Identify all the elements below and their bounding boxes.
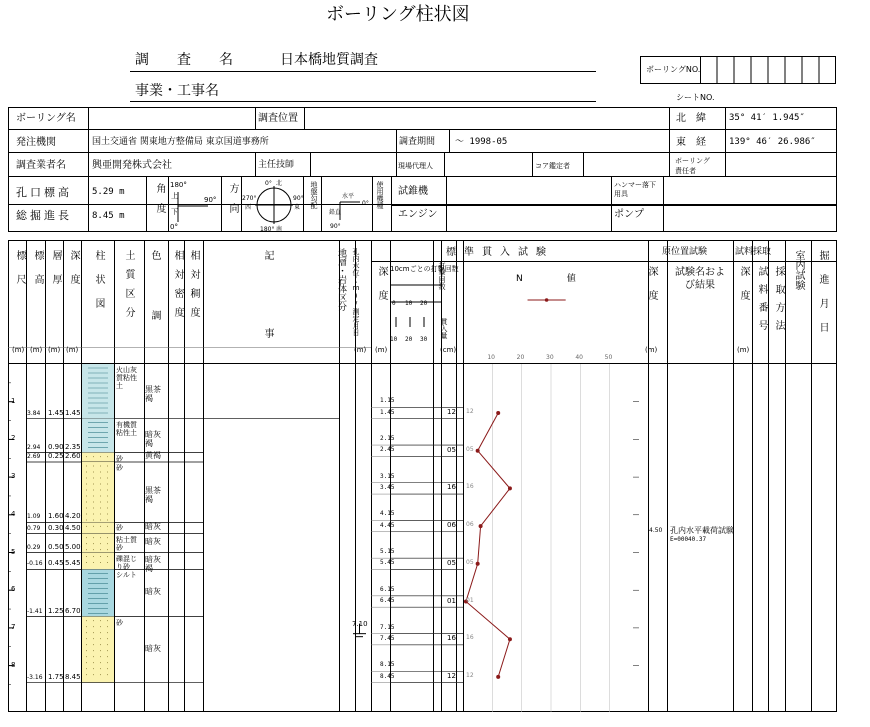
layer-thickness: 1.60 bbox=[48, 512, 64, 521]
hammer-label: ハンマー落下用具 bbox=[614, 181, 656, 198]
angle-mark-down: 下 bbox=[171, 208, 178, 216]
unit-label: (m) bbox=[375, 346, 388, 354]
col-blows-label: 打撃回数 bbox=[438, 262, 446, 290]
spt-depth-value: 1.45 bbox=[380, 408, 395, 416]
total-label: 総掘進長 bbox=[16, 209, 72, 222]
layer-elev: 0.29 bbox=[27, 543, 41, 551]
col-sample-depth-label: 深度 bbox=[738, 266, 749, 314]
machine-label: 使用機種 bbox=[376, 181, 384, 209]
elev-label: 孔口標高 bbox=[16, 186, 72, 199]
scale-tick-label: 8 bbox=[11, 660, 16, 669]
boring-no-label: ボーリングNO. bbox=[646, 65, 701, 74]
angle-label: 角度 bbox=[154, 183, 165, 223]
n-value-point bbox=[496, 675, 500, 679]
unit-label: (m) bbox=[737, 346, 750, 354]
layer-thickness: 0.30 bbox=[48, 523, 64, 532]
client-label: 発注機関 bbox=[16, 137, 56, 148]
blow-tick-bottom: 10 bbox=[390, 336, 398, 343]
n-value-label-chart: 05 bbox=[466, 558, 474, 566]
layer-soil: 有機質粘性土 bbox=[116, 420, 137, 437]
col-thick-label: 層厚 bbox=[50, 250, 61, 298]
col-color-label: 色調 bbox=[149, 250, 160, 370]
unit-label: (cm) bbox=[440, 346, 457, 354]
spt-depth-value: 2.45 bbox=[380, 446, 395, 454]
chief-label: 主任技師 bbox=[258, 160, 295, 170]
blow-tick-bottom: 20 bbox=[405, 336, 413, 343]
n-value-label: 12 bbox=[447, 408, 456, 416]
layer-color: 暗灰褐 bbox=[145, 554, 161, 573]
layer-thickness: 0.90 bbox=[48, 442, 64, 451]
angle-mark-90: 90° bbox=[204, 196, 217, 204]
col-insitu-depth-label: 深度 bbox=[646, 266, 657, 314]
compass-mark-180: 180° bbox=[260, 226, 275, 232]
col-soil-label: 土質区分 bbox=[123, 250, 134, 326]
layer-color: 暗灰 bbox=[145, 521, 161, 531]
total-value: 8.45 m bbox=[92, 211, 125, 221]
compass-mark-w: 西 bbox=[245, 204, 252, 211]
spt-depth-value: 4.45 bbox=[380, 521, 395, 529]
scale-tick-label: 3 bbox=[11, 472, 16, 481]
period-label: 調査期間 bbox=[399, 137, 436, 147]
col-column-label: 柱状図 bbox=[93, 250, 104, 322]
scale-tick-label: 2 bbox=[11, 434, 16, 443]
scale-tick-label: 1 bbox=[11, 396, 16, 405]
contractor-label: 調査業者名 bbox=[16, 160, 66, 171]
header-midline-right bbox=[8, 0, 837, 232]
col-blows10-label: 10cmごとの打撃回数 bbox=[390, 265, 459, 273]
layer-column-fill bbox=[82, 462, 114, 522]
col-elev-label: 標尺 bbox=[14, 250, 25, 298]
compass-mark-e: 東 bbox=[294, 204, 301, 211]
east-label: 東 経 bbox=[676, 137, 706, 148]
boring-name-label: ボーリング名 bbox=[16, 113, 76, 124]
scale-tick-label: 7 bbox=[11, 622, 16, 631]
slope-mark-90: 90° bbox=[330, 223, 341, 230]
layer-elev: -0.16 bbox=[27, 560, 43, 568]
n-value-point bbox=[476, 449, 480, 453]
col-rel-consistency-label: 相対稠度 bbox=[188, 250, 199, 326]
insitu-result: E=00040.37 bbox=[670, 535, 707, 543]
layer-soil: 礫混じり砂 bbox=[116, 554, 137, 571]
col-sample-method-label: 採取方法 bbox=[773, 266, 784, 338]
direction-label: 方向 bbox=[227, 183, 238, 223]
slope-mark-horizontal: 水平 bbox=[342, 193, 355, 200]
layer-color: 暗灰褐 bbox=[145, 429, 161, 448]
spt-depth-value: 2.15 bbox=[380, 435, 395, 443]
n-value-label: 16 bbox=[447, 634, 456, 643]
n-tick-label: 40 bbox=[575, 354, 583, 361]
spt-depth-value: 4.15 bbox=[380, 510, 395, 518]
slope-mark-0: 0° bbox=[362, 200, 369, 207]
layer-soil: シルト bbox=[116, 571, 137, 580]
spt-depth-value: 3.15 bbox=[380, 472, 395, 480]
layer-soil: 砂 bbox=[116, 464, 123, 473]
layer-depth: 2.60 bbox=[65, 452, 81, 461]
pump-label: ポンプ bbox=[614, 209, 644, 220]
scale-tick-label: 5 bbox=[11, 547, 16, 556]
compass-mark-s: 南 bbox=[276, 226, 283, 232]
col-penetration-label: 貫入量 bbox=[440, 318, 448, 339]
n-value-label: 01 bbox=[447, 596, 456, 605]
layer-column-fill bbox=[82, 553, 114, 570]
scale-tick-label: 6 bbox=[11, 585, 16, 594]
angle-mark-up: 上 bbox=[171, 192, 178, 200]
col-geo-label: 地層・岩体区分 bbox=[336, 248, 346, 311]
layer-thickness: 1.45 bbox=[48, 408, 64, 417]
period-value: ～ 1998-05 bbox=[455, 137, 508, 147]
survey-name: 日本橋地質調査 bbox=[280, 52, 378, 68]
north-value: 35° 41′ 1.945″ bbox=[729, 113, 805, 123]
n-tick-label: 20 bbox=[516, 354, 525, 361]
layer-soil: 砂 bbox=[116, 454, 123, 463]
spt-depth-value: 8.15 bbox=[380, 661, 395, 669]
east-value: 139° 46′ 26.986″ bbox=[729, 137, 816, 147]
layer-elev: 3.84 bbox=[27, 409, 41, 417]
unit-label: (m) bbox=[12, 346, 25, 354]
boring-resp-label: ボーリング責任者 bbox=[675, 157, 710, 175]
client-value: 国土交通省 関東地方整備局 東京国道事務所 bbox=[92, 137, 269, 147]
spt-depth-value: 1.15 bbox=[380, 397, 395, 405]
col-rel-density-label: 相対密度 bbox=[172, 250, 183, 326]
n-value-label: 05 bbox=[447, 445, 456, 454]
layer-color: 黒茶褐 bbox=[145, 486, 161, 505]
n-value-label: 06 bbox=[447, 521, 456, 530]
n-legend-marker bbox=[545, 298, 549, 302]
layer-soil: 砂 bbox=[116, 618, 123, 627]
n-value-label-chart: 12 bbox=[466, 408, 474, 415]
layer-color: 黄褐 bbox=[145, 451, 161, 461]
col-progress-label: 掘進月日 bbox=[817, 250, 828, 346]
n-value-label-chart: 06 bbox=[466, 521, 474, 529]
blow-tick-top: 10 bbox=[405, 300, 413, 307]
compass-mark-90: 90° bbox=[293, 195, 304, 202]
spt-depth-value: 6.15 bbox=[380, 585, 395, 593]
n-value-point bbox=[508, 637, 512, 641]
layer-color: 黒茶褐 bbox=[145, 385, 161, 404]
layer-column-fill bbox=[82, 569, 114, 616]
layer-depth: 6.70 bbox=[65, 606, 81, 615]
layer-thickness: 0.25 bbox=[48, 452, 64, 461]
unit-label: (m) bbox=[30, 346, 43, 354]
spt-depth-value: 5.45 bbox=[380, 559, 395, 567]
blow-tick-top: 0 bbox=[392, 300, 396, 307]
unit-label: (m) bbox=[354, 346, 367, 354]
layer-depth: 1.45 bbox=[65, 408, 81, 417]
water-level-value: 7.10 bbox=[352, 619, 368, 628]
layer-depth: 8.45 bbox=[65, 672, 81, 681]
layer-column-fill bbox=[82, 522, 114, 533]
elev-value: 5.29 m bbox=[92, 187, 125, 197]
site-rep-label: 現場代理人 bbox=[398, 162, 433, 170]
spt-depth-value: 5.15 bbox=[380, 548, 395, 556]
angle-mark-0: 0° bbox=[170, 223, 178, 230]
layer-column-fill bbox=[82, 364, 114, 419]
layer-soil: 粘土質砂 bbox=[116, 535, 137, 552]
layer-depth: 5.45 bbox=[65, 559, 81, 568]
col-insitu-name-label: 試験名および結果 bbox=[675, 267, 725, 291]
n-value-point bbox=[508, 486, 512, 490]
blow-tick-bottom: 30 bbox=[420, 336, 428, 343]
insitu-depth: 4.50 bbox=[649, 526, 663, 534]
spt-depth-value: 3.45 bbox=[380, 484, 395, 492]
spt-depth-value: 8.45 bbox=[380, 672, 395, 680]
layer-thickness: 1.75 bbox=[48, 672, 64, 681]
n-tick-label: 50 bbox=[604, 354, 613, 361]
page-title: ボーリング柱状図 bbox=[326, 4, 470, 25]
spt-depth-value: 7.15 bbox=[380, 623, 395, 631]
insitu-name: 孔内水平載荷試験 bbox=[670, 525, 734, 535]
n-value-label-chart: 01 bbox=[466, 596, 474, 604]
col-spt-label: 標準貫入試験 bbox=[446, 247, 554, 258]
layer-elev: 0.79 bbox=[27, 524, 41, 532]
layer-depth: 2.35 bbox=[65, 442, 81, 451]
n-value-label: 16 bbox=[447, 483, 456, 492]
compass-mark-270: 270° bbox=[242, 195, 257, 202]
layer-depth: 4.20 bbox=[65, 512, 81, 521]
scale-tick-label: 4 bbox=[11, 509, 16, 518]
n-value-label-chart: 16 bbox=[466, 634, 474, 642]
n-tick-label: 10 bbox=[487, 354, 495, 361]
col-nvalue-label: N値 bbox=[516, 274, 620, 284]
layer-elev: 2.69 bbox=[27, 453, 41, 461]
layer-color: 暗灰 bbox=[145, 643, 161, 653]
compass-mark-n: 北 bbox=[276, 180, 283, 187]
unit-label: (m) bbox=[66, 346, 79, 354]
layer-color: 暗灰 bbox=[145, 587, 161, 597]
layer-elev: 1.09 bbox=[27, 513, 41, 521]
spt-depth-value: 6.45 bbox=[380, 597, 395, 605]
layer-elev: -3.16 bbox=[27, 673, 43, 681]
n-value-label: 05 bbox=[447, 558, 456, 567]
slope-mark-vertical: 鉛直 bbox=[329, 209, 342, 216]
test-machine-label: 試錐機 bbox=[398, 186, 428, 197]
col-depth-label: 深度 bbox=[68, 250, 79, 298]
n-value-label-chart: 12 bbox=[466, 671, 474, 679]
blow-tick-top: 20 bbox=[420, 300, 428, 307]
layer-depth: 4.50 bbox=[65, 523, 81, 532]
unit-label: (m) bbox=[645, 346, 658, 354]
location-label: 調査位置 bbox=[258, 113, 298, 124]
layer-thickness: 0.45 bbox=[48, 559, 64, 568]
unit-label: (m) bbox=[48, 346, 61, 354]
spt-depth-value: 7.45 bbox=[380, 634, 395, 642]
n-value-point bbox=[476, 562, 480, 566]
core-label: コア鑑定者 bbox=[535, 162, 570, 170]
col-water-label: 孔内水位(m)/測定月日 bbox=[352, 248, 360, 336]
project-label: 事業・工事名 bbox=[135, 83, 219, 99]
layer-color: 暗灰 bbox=[145, 537, 161, 547]
layer-soil: 火山灰質粘性土 bbox=[116, 366, 137, 390]
col-desc-label: 記事 bbox=[262, 250, 273, 406]
north-label: 北 緯 bbox=[676, 113, 706, 124]
layer-soil: 砂 bbox=[116, 524, 123, 533]
survey-label: 調 査 名 bbox=[135, 52, 233, 68]
contractor-value: 興亜開発株式会社 bbox=[92, 160, 172, 171]
n-value-label-chart: 05 bbox=[466, 445, 474, 453]
layer-thickness: 0.50 bbox=[48, 542, 64, 551]
n-tick-label: 30 bbox=[546, 354, 554, 361]
layer-thickness: 1.25 bbox=[48, 606, 64, 615]
layer-elev: -1.41 bbox=[27, 607, 43, 615]
n-value-point bbox=[479, 524, 483, 528]
col-sample-no-label: 試料番号 bbox=[756, 266, 767, 338]
compass-mark-0: 0° bbox=[265, 180, 272, 187]
layer-column-fill bbox=[82, 453, 114, 462]
col-lab-label: 室内試験 bbox=[793, 250, 804, 290]
layer-depth: 5.00 bbox=[65, 542, 81, 551]
n-value-point bbox=[496, 411, 500, 415]
col-height-label: 標高 bbox=[32, 250, 43, 298]
col-insitu-label: 原位置試験 bbox=[662, 247, 708, 257]
engine-label: エンジン bbox=[398, 209, 438, 220]
col-spt-depth-label: 深度 bbox=[376, 266, 387, 314]
n-value-label: 12 bbox=[447, 671, 456, 680]
col-sampling-label: 試料採取 bbox=[735, 247, 772, 257]
layer-elev: 2.94 bbox=[27, 443, 41, 451]
ground-slope-label: 地盤勾配 bbox=[310, 181, 318, 209]
sheet-no-label: シートNO. bbox=[676, 93, 715, 102]
angle-mark-180: 180° bbox=[170, 181, 187, 189]
n-value-label-chart: 16 bbox=[466, 483, 474, 491]
